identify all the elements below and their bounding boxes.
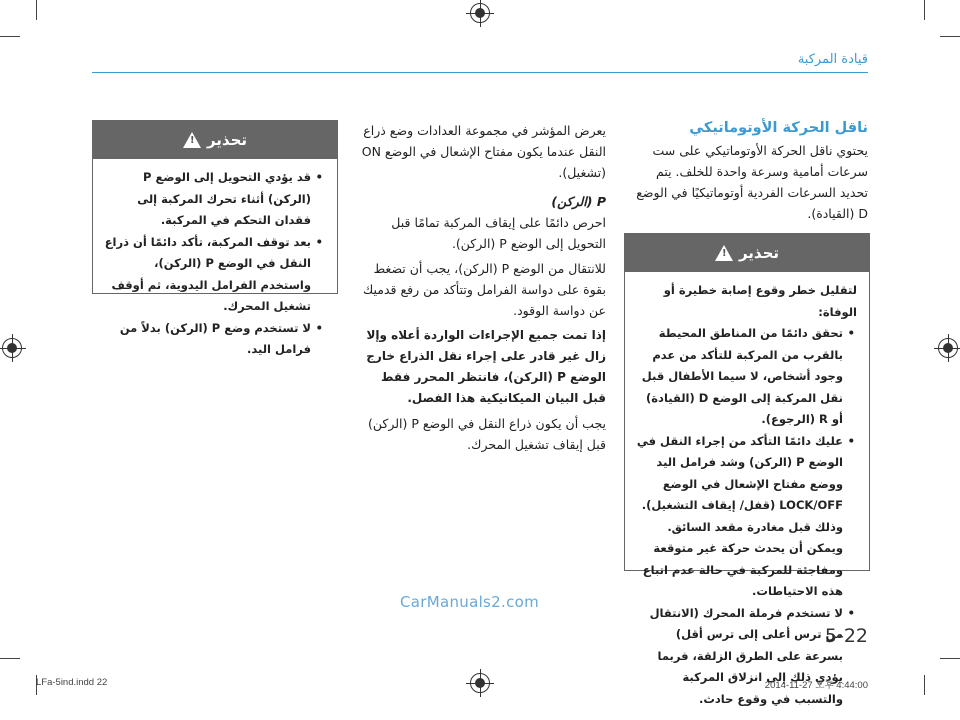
park-subtitle: P (الركن) xyxy=(551,194,606,209)
warning-item: • عليك دائمًا التأكد من إجراء النقل في الوضع P (الركن) وشد فرامل اليد ووضع مفتاح الإشعال في الوضع LOCK/OFF (قفل/ إيقاف التشغيل). وذلك قبل مغادرة مقعد السائق. ويمكن أن يحدث حركة غير متوقعة ومفاجئة للمركبة في حالة عدم اتباع هذه الاحتياطات. xyxy=(635,431,843,603)
park-paragraph-2: للانتقال من الوضع P (الركن)، يجب أن تضغط بقوة على دواسة الفرامل وتتأكد من رفع قدميك عن دواسة الوقود. xyxy=(362,261,606,318)
section-header: قيادة المركبة xyxy=(797,52,868,67)
section-divider xyxy=(92,72,868,73)
warning-item: • لا تستخدم فرملة المحرك (الانتقال من ترس أعلى إلى ترس أقل) بسرعة على الطرق الزلقة، فربما يؤدي ذلك إلى انزلاق المركبة والتسبب في وقوع حادث. xyxy=(635,603,843,711)
park-note: إذا تمت جميع الإجراءات الواردة أعلاه وإلا زال غير قادر على إجراء نقل الذراع خارج الوضع P (الركن)، فانتظر المحرر فقط قبل البيان الميكانيكية هذا الفصل. xyxy=(366,328,606,405)
warning-item: • بعد توقف المركبة، تأكد دائمًا أن ذراع النقل في الوضع P (الركن)، واستخدم الفرامل اليدوية، ثم أوقف تشغيل المحرك. xyxy=(103,232,311,318)
warning-heading: تحذير xyxy=(738,244,780,262)
indicator-paragraph: يعرض المؤشر في مجموعة العدادات وضع ذراع النقل عندما يكون مفتاح الإشعال في الوضع ON (تشغيل). xyxy=(361,123,606,180)
registration-mark-icon xyxy=(470,3,490,23)
crop-mark xyxy=(0,658,20,659)
warning-triangle-icon: ! xyxy=(715,245,733,261)
watermark: CarManuals2.com xyxy=(400,593,540,611)
right-warning-header xyxy=(625,234,869,272)
park-paragraph-1: احرص دائمًا على إيقاف المركبة تمامًا قبل التحويل إلى الوضع P (الركن). xyxy=(391,215,606,251)
crop-mark xyxy=(940,658,960,659)
warning-item: • لا تستخدم وضع P (الركن) بدلاً من فرامل اليد. xyxy=(103,318,311,361)
warning-triangle-icon: ! xyxy=(183,132,201,148)
park-paragraph-3: يجب أن يكون ذراع النقل في الوضع P (الركن) قبل إيقاف تشغيل المحرك. xyxy=(367,416,606,452)
footer-file: LFa-5ind.indd 22 xyxy=(36,677,108,688)
right-warning-body xyxy=(625,272,869,720)
crop-mark xyxy=(924,0,925,20)
registration-mark-icon xyxy=(470,673,490,693)
crop-mark xyxy=(0,36,20,37)
warning-lead: لتقليل خطر وقوع إصابة خطيرة أو الوفاة: xyxy=(663,283,857,319)
left-warning-box xyxy=(92,120,338,356)
crop-mark xyxy=(940,36,960,37)
left-warning-body xyxy=(93,159,337,371)
page-number: 5-22 xyxy=(824,625,868,647)
warning-item: • تحقق دائمًا من المناطق المحيطة بالقرب من المركبة للتأكد من عدم وجود أشخاص، لا سيما الأطفال قبل نقل المركبة إلى الوضع D (القيادة) أو R (الرجوع). xyxy=(635,323,843,431)
footer-datetime: 2014-11-27 오후 4:44:00 xyxy=(764,680,868,691)
registration-mark-icon xyxy=(2,338,22,358)
middle-column xyxy=(356,120,606,455)
left-warning-header xyxy=(93,121,337,159)
warning-heading: تحذير xyxy=(206,131,248,149)
warning-item: • قد يؤدي التحويل إلى الوضع P (الركن) أثناء تحرك المركبة إلى فقدان التحكم في المركبة. xyxy=(103,167,311,232)
right-column-title: ناقل الحركة الأوتوماتيكي xyxy=(689,120,868,136)
right-column-intro: يحتوي ناقل الحركة الأوتوماتيكي على ست سرعات أمامية وسرعة واحدة للخلف. يتم تحديد السرعات الفردية أوتوماتيكيًا في الوضع D (القيادة). xyxy=(636,143,868,221)
left-warning-list xyxy=(103,167,325,361)
registration-mark-icon xyxy=(938,338,958,358)
right-warning-list xyxy=(635,323,857,710)
right-column xyxy=(624,120,868,224)
crop-mark xyxy=(36,0,37,20)
crop-mark xyxy=(924,675,925,695)
